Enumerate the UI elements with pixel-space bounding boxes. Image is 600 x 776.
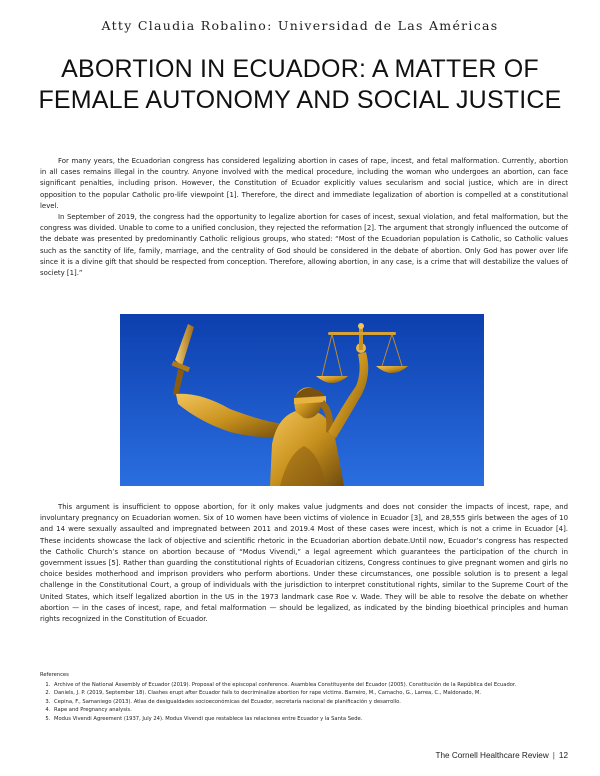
references-section (40, 671, 570, 724)
reference-item: 5. Modus Vivendi Agreement (1937, July 24). Modus Vivendi que restablece las relaciones entre Ecuador y la Santa Sede. (52, 715, 570, 724)
references-heading: References (40, 672, 69, 678)
lady-justice-photo (120, 314, 484, 486)
publication-name: The Cornell Healthcare Review (435, 751, 549, 760)
reference-item: 4. Rape and Pregnancy analysis. (52, 706, 570, 715)
reference-item: 3. Cepina, F., Samaniego (2013). Atlas de desigualdades socioeconómicas del Ecuador, secretaría nacional de planificación y desarrollo. (52, 698, 570, 707)
article-title: ABORTION IN ECUADOR: A MATTER OF FEMALE AUTONOMY AND SOCIAL JUSTICE (38, 55, 562, 114)
article-body-bottom (40, 502, 568, 625)
reference-item: 1. Archive of the National Assembly of Ecuador (2019). Proposal of the episcopal conference. Asamblea Constituyente del Ecuador (2005). Constitución de la República del Ecuador. (52, 681, 570, 690)
references-list (40, 681, 570, 724)
paragraph: This argument is insufficient to oppose abortion, for it only makes value judgments and does not consider the impacts of incest, rape, and involuntary pregnancy on Ecuadorian women. Six of 10 women have been victims of violence in Ecuador [3], and 28,555 girls between the ages of 10 and 14 were sexually assaulted and impregnated between 2011 and 2019.4 Most of these cases were incest, which is not a crime in Ecuador [4]. These incidents showcase the lack of objective and scientific rhetoric in the Ecuadorian abortion debate.Until now, Ecuador’s congress has respected the Catholic Church’s stance on abortion because of “Modus Vivendi,” a legal agreement which guarantees the participation of the church in government issues [5]. Rather than guarding the constitutional rights of Ecuadorian citizens, Congress continues to give pregnant women and girls no choice besides motherhood and imprison providers who perform abortions. Under these circumstances, one possible solution is to present a legal challenge in the Constitutional Court, a group of individuals with the jurisdiction to interpret constitutional rights, similar to the Supreme Court of the United States, which itself legalized abortion in the US in the 1973 landmark case Roe v. Wade. They will be able to resolve the debate on whether abortion — in the cases of incest, rape, and fetal malformation — should be legalized, as indicated by the binding bioethical principles and human rights recognized in the Constitution of Ecuador. (40, 503, 568, 624)
article-body-top (40, 156, 568, 279)
page-number: 12 (558, 751, 568, 760)
paragraph: For many years, the Ecuadorian congress has considered legalizing abortion in cases of rape, incest, and fetal malformation. Currently, abortion in all cases remains illegal in the country. Anyone involved with the medical procedure, including the woman who undergoes an abortion, can face significant penalties, including prison. However, the Constitution of Ecuador explicitly values secularism and social justice, which are in direct opposition to the popular Catholic pro-life viewpoint [1]. Therefore, the direct and immediate legalization of abortion is compelled at a constitutional level. (40, 157, 568, 210)
footer-separator: | (552, 751, 555, 760)
author-affiliation: Atty Claudia Robalino: Universidad de Las Américas (101, 18, 499, 33)
paragraph: In September of 2019, the congress had the opportunity to legalize abortion for cases of incest, sexual violation, and fetal malformation, but the congress was divided. Unable to come to a unified conclusion, they rejected the reformation [2]. The argument that strongly influenced the outcome of the debate was presented by predominantly Catholic religious groups, who stated: “Most of the Ecuadorian population is Catholic, so Catholic values such as the sanctity of life, family, marriage, and the centrality of God should be considered in the debate of abortion. Only God has power over life since it is a divine gift that should be respected from conception. Therefore, allowing abortion, in any case, is a crime that will destabilize the values of society [1].” (40, 213, 568, 278)
reference-item: 2. Daniels, J. P. (2019, September 18). Clashes erupt after Ecuador fails to decriminalize abortion for rape victims. Barreiro, M., Camacho, G., Larrea, C., Maldonado, M. (52, 689, 570, 698)
page-footer (435, 751, 568, 760)
